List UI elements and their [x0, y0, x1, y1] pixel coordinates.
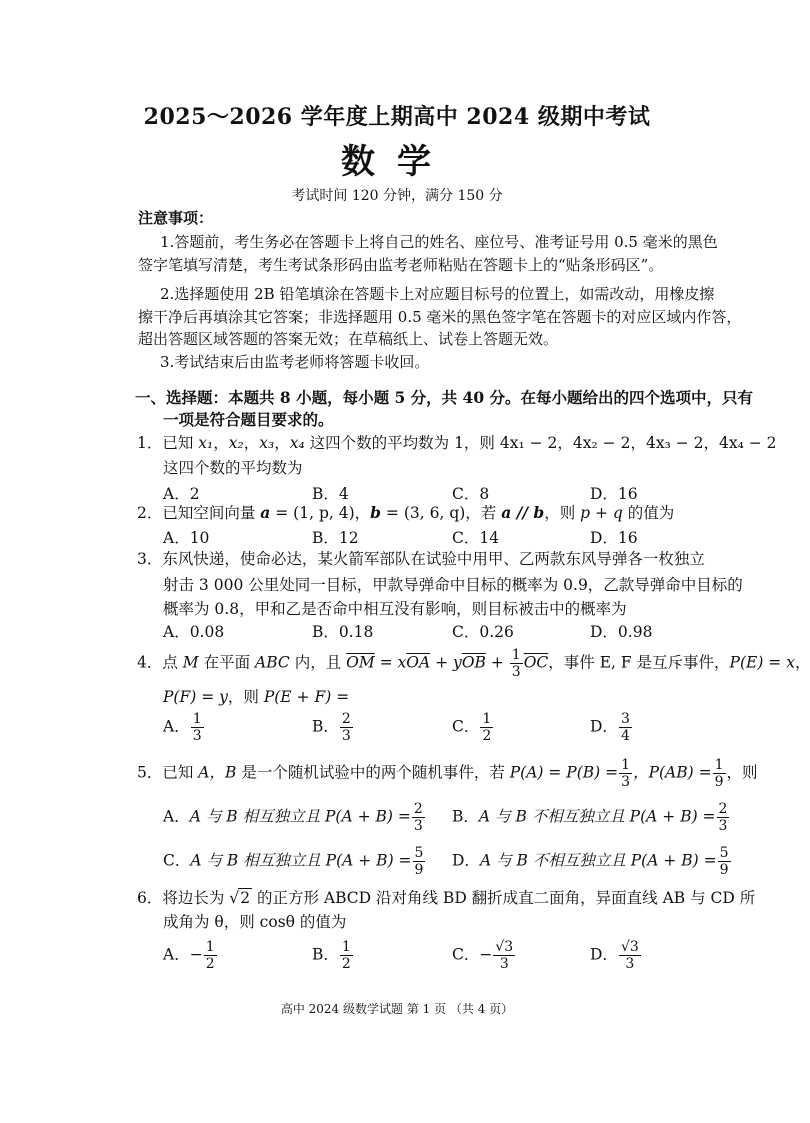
frac-den: 2 [482, 728, 492, 744]
frac-den: 3 [621, 774, 631, 790]
q6-option-a [163, 940, 218, 971]
question-5 [137, 758, 758, 789]
q5-mid: 是一个随机试验中的两个随机事件，若 [236, 763, 510, 782]
frac-den: 3 [718, 818, 728, 834]
frac-den: 2 [341, 956, 351, 972]
q3-line-2: 射击 3 000 公里处同一目标，甲款导弹命中目标的概率为 0.9，乙款导弹命中目标的 [163, 576, 743, 594]
exam-title: 2025～2026 学年度上期高中 2024 级期中考试 [143, 104, 651, 130]
frac-num: 2 [718, 801, 728, 817]
frac-num: 1 [341, 939, 351, 955]
q4-vector-oc: $\overline{OC}$ [523, 653, 549, 672]
q5-option-a [163, 802, 426, 833]
q4-option-d [590, 712, 633, 743]
page-footer: 高中 2024 级数学试题 第 1 页 （共 4 页） [280, 1002, 514, 1016]
section-heading-2: 一项是符合题目要求的。 [163, 410, 334, 429]
q1-var-1: x₁ [198, 434, 214, 452]
sqrt-icon: √ [229, 889, 240, 907]
q4-mid-1: 在平面 [198, 653, 256, 672]
q4-plane: ABC [255, 653, 290, 672]
option-label: D． [590, 945, 618, 964]
q5-tail: ，则 [726, 763, 758, 782]
q3-option-a: A．0.08 [163, 623, 225, 641]
q4-vector-om: $\overline{OM}$ [346, 653, 375, 672]
q4-pef: P(E + F) = [263, 688, 350, 706]
q5-pab-frac [713, 758, 726, 789]
q4-prefix: 4．点 [137, 653, 183, 672]
frac-den: 3 [625, 956, 635, 972]
q4-tail-1: ，事件 E, F 是互斥事件， [548, 653, 730, 672]
q5-events: A，B [198, 763, 237, 782]
q1-option-c: C．8 [452, 485, 490, 503]
q1-expr-4: 4x₄ − 2 [719, 434, 777, 452]
q4-line-2 [163, 684, 349, 710]
frac-den: 3 [341, 728, 351, 744]
q2-option-c: C．14 [452, 529, 500, 547]
q4-vector-oa: $\overline{OA}$ [406, 653, 431, 672]
frac-den: 3 [413, 818, 423, 834]
option-label: C． [452, 945, 480, 964]
frac-den: 9 [719, 862, 729, 878]
notice-line-3: 2.选择题使用 2B 铅笔填涂在答题卡上对应题目标号的位置上，如需改动，用橡皮擦 [160, 285, 715, 303]
option-frac [717, 802, 730, 833]
q4-option-d-label: D． [590, 717, 618, 736]
q2-vector-a: a [260, 503, 271, 522]
frac-num: 2 [341, 711, 351, 727]
frac-num: √3 [495, 939, 514, 955]
q3-line-1: 3．东风快递，使命必达，某火箭军部队在试验中用甲、乙两款东风导弹各一枚独立 [137, 550, 705, 568]
q5-option-d [452, 846, 732, 877]
q1-expr-3: 4x₃ − 2 [645, 434, 704, 452]
q5-pa-frac [619, 758, 632, 789]
notice-line-4: 擦干净后再填涂其它答案；非选择题用 0.5 毫米的黑色签字笔在答题卡的对应区域内作答， [138, 308, 742, 326]
q2-option-a: A．10 [163, 529, 210, 547]
q3-line-3: 概率为 0.8，甲和乙是否命中相互没有影响，则目标被击中的概率为 [163, 600, 627, 618]
option-label: A． [163, 945, 190, 964]
q4-option-b-frac [340, 712, 353, 743]
frac-num: 5 [719, 845, 729, 861]
option-label: D． [452, 851, 480, 870]
q4-option-d-frac [619, 712, 632, 743]
frac-den: 3 [499, 956, 509, 972]
q6-radicand: 2 [240, 889, 251, 907]
option-sign: − [189, 945, 203, 964]
q4-option-a-frac [191, 712, 204, 743]
q4-point-m: M [182, 653, 199, 672]
q4-mid-2: 内，且 [289, 653, 347, 672]
q6-option-b [312, 940, 354, 971]
q2-sum: p + q [580, 504, 623, 522]
q6-mid: 的正方形 ABCD 沿对角线 BD 翻折成直二面角，异面直线 AB 与 CD 所 [252, 889, 756, 907]
q5-option-b [452, 802, 730, 833]
option-text: A 与 B 相互独立且 P(A + B) = [189, 807, 411, 826]
q2-prefix: 2．已知空间向量 [137, 504, 261, 522]
q5-option-c [163, 846, 426, 877]
section-heading: 一、选择题：本题共 8 小题，每小题 5 分，共 40 分。在每小题给出的四个选项中，只有 [135, 388, 754, 407]
frac-den: 9 [714, 774, 724, 790]
q2-a-value: = (1, p, 4) [270, 504, 355, 522]
q4-plus: + [485, 653, 509, 672]
q3-option-b: B．0.18 [312, 623, 374, 641]
q3-option-d: D．0.98 [590, 623, 653, 641]
q4-fraction [510, 648, 523, 679]
q1-line-2: 这四个数的平均数为 [163, 459, 303, 477]
q1-expr-1: 4x₁ − 2 [499, 434, 558, 452]
q1-var-4: x₄ [289, 434, 305, 452]
q6-prefix: 6．将边长为 [137, 889, 230, 907]
option-text: A 与 B 不相互独立且 P(A + B) = [479, 851, 717, 870]
q4-pe: P(E) = x [729, 653, 795, 672]
q5-pa: P(A) = P(B) = [509, 763, 619, 782]
q2-option-d: D．16 [590, 529, 638, 547]
q2-b-value: = (3, 6, q) [381, 504, 466, 522]
frac-num: √3 [620, 939, 639, 955]
frac-den: 3 [192, 728, 202, 744]
q5-pab: ，P(AB) = [633, 763, 712, 782]
frac-den: 9 [414, 862, 424, 878]
frac-num: 1 [482, 711, 492, 727]
q1-option-d: D．16 [590, 485, 638, 503]
q4-option-c [452, 712, 494, 743]
notice-line-2: 签字笔填写清楚，考生考试条形码由监考老师粘贴在答题卡上的“贴条形码区”。 [138, 256, 664, 274]
option-label: B． [312, 945, 339, 964]
option-label: A． [163, 807, 190, 826]
q2-mid: ，若 [465, 504, 502, 522]
option-frac [718, 846, 731, 877]
q4-fraction-num: 1 [511, 647, 521, 663]
exam-info: 考试时间 120 分钟，满分 150 分 [291, 188, 503, 204]
q2-end: 的值为 [622, 504, 675, 522]
option-frac [412, 802, 425, 833]
question-1: 1．已知 x₁，x₂，x₃，x₄ 这四个数的平均数为 1，则 4x₁ − 2，4x₂ − 2，4x₃ − 2，4x₄ − 2 [137, 434, 777, 452]
q4-option-a-label: A． [163, 717, 190, 736]
q4-eq: = x [374, 653, 407, 672]
option-text: A 与 B 不相互独立且 P(A + B) = [478, 807, 716, 826]
option-frac [619, 940, 641, 971]
q1-option-a: A．2 [163, 485, 200, 503]
frac-num: 1 [714, 757, 724, 773]
question-2: 2．已知空间向量 a = (1, p, 4)，b = (3, 6, q)，若 a // b，则 p + q 的值为 [137, 503, 675, 522]
q1-expr-2: 4x₂ − 2 [572, 434, 631, 452]
notice-heading: 注意事项： [138, 209, 214, 227]
frac-num: 5 [414, 845, 424, 861]
option-sign: − [479, 945, 493, 964]
frac-num: 1 [621, 757, 631, 773]
q1-var-3: x₃ [259, 434, 275, 452]
q4-vector-ob: $\overline{OB}$ [461, 653, 486, 672]
frac-num: 3 [620, 711, 630, 727]
q4-option-c-label: C． [452, 717, 480, 736]
q4-plus-y: + y [430, 653, 462, 672]
option-label: C． [163, 851, 191, 870]
q4-fraction-den: 3 [511, 664, 521, 680]
q1-option-b: B．4 [312, 485, 349, 503]
frac-num: 1 [192, 711, 202, 727]
q4-pf: P(F) = y [163, 688, 228, 706]
option-text: A 与 B 相互独立且 P(A + B) = [190, 851, 412, 870]
notice-line-5: 超出答题区域答题的答案无效；在草稿纸上、试卷上答题无效。 [138, 330, 559, 348]
frac-num: 1 [205, 939, 215, 955]
q5-prefix: 5．已知 [137, 763, 199, 782]
question-4 [137, 648, 810, 679]
q4-option-a [163, 712, 205, 743]
question-6 [137, 885, 755, 911]
option-frac [413, 846, 426, 877]
q4-option-b [312, 712, 354, 743]
q3-option-c: C．0.26 [452, 623, 514, 641]
q6-option-d [590, 940, 642, 971]
option-frac [493, 940, 515, 971]
q6-option-c [452, 940, 516, 971]
frac-num: 2 [413, 801, 423, 817]
q2-option-b: B．12 [312, 529, 359, 547]
exam-subject: 数学 [341, 142, 453, 182]
notice-line-1: 1.答题前，考生务必在答题卡上将自己的姓名、座位号、准考证号用 0.5 毫米的黑色 [160, 233, 718, 251]
q6-line-2: 成角为 θ，则 cosθ 的值为 [163, 913, 347, 931]
q1-var-2: x₂ [228, 434, 244, 452]
q4-option-b-label: B． [312, 717, 339, 736]
q1-mid: 这四个数的平均数为 1，则 [304, 434, 500, 452]
q2-vector-b: b [370, 503, 381, 522]
option-label: B． [452, 807, 479, 826]
q4-line2-mid: ，则 [227, 688, 264, 706]
q2-parallel: a // b [501, 503, 545, 522]
q4-tail-2: ， [794, 653, 810, 672]
option-frac [340, 940, 353, 971]
q4-option-c-frac [480, 712, 493, 743]
notice-line-6: 3.考试结束后由监考老师将答题卡收回。 [160, 353, 430, 371]
q2-tail: ，则 [544, 504, 581, 522]
q1-prefix: 1．已知 [137, 434, 199, 452]
frac-den: 4 [620, 728, 630, 744]
option-frac [204, 940, 217, 971]
frac-den: 2 [205, 956, 215, 972]
